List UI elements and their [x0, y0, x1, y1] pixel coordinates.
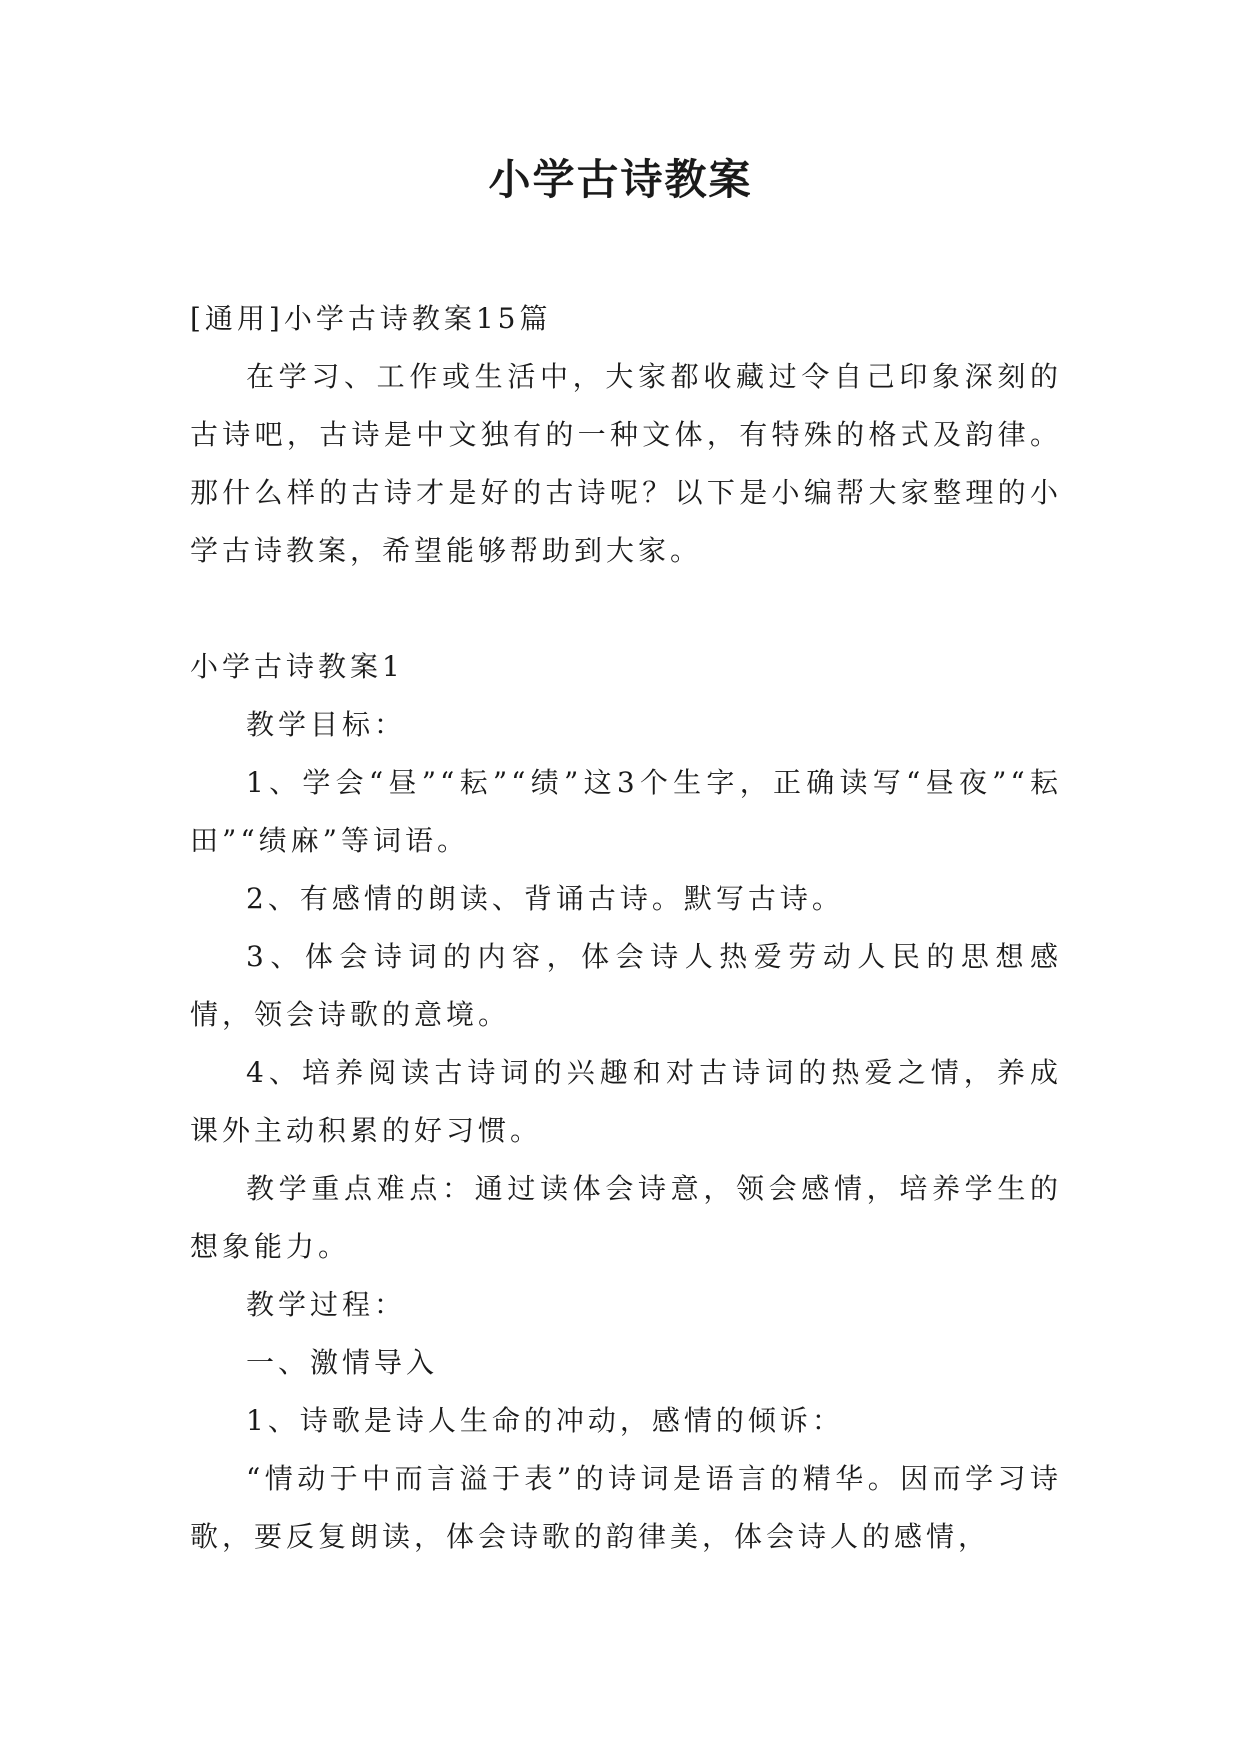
- process-label: 教学过程：: [246, 1288, 407, 1321]
- intro-heading: [通用]小学古诗教案15篇: [190, 302, 552, 335]
- step-1-text: “情动于中而言溢于表”的诗词是语言的精华。因而学习诗歌，要反复朗读，体会诗歌的韵律美，体会诗人的感情，: [190, 1462, 1062, 1553]
- intro-paragraph: 在学习、工作或生活中，大家都收藏过令自己印象深刻的古诗吧，古诗是中文独有的一种文体，有特殊的格式及韵律。那什么样的古诗才是好的古诗呢？以下是小编帮大家整理的小学古诗教案，希望能够帮助到大家。: [190, 360, 1062, 567]
- paragraph-gap: [190, 580, 1062, 638]
- goal-item-3: 3、体会诗词的内容，体会诗人热爱劳动人民的思想感情，领会诗歌的意境。: [190, 940, 1062, 1031]
- document-title: 小学古诗教案: [488, 155, 753, 204]
- step-1-heading: 一、激情导入: [246, 1346, 439, 1379]
- step-1-item-1: 1、诗歌是诗人生命的冲动，感情的倾诉：: [246, 1404, 844, 1437]
- goal-item-1: 1、学会“昼”“耘”“绩”这3个生字，正确读写“昼夜”“耘田”“绩麻”等词语。: [190, 766, 1062, 857]
- document-body: [190, 290, 1062, 1566]
- goal-item-2: 2、有感情的朗读、背诵古诗。默写古诗。: [246, 882, 844, 915]
- key-points-paragraph: 教学重点难点：通过读体会诗意，领会感情，培养学生的想象能力。: [190, 1172, 1062, 1263]
- goal-item-4: 4、培养阅读古诗词的兴趣和对古诗词的热爱之情，养成课外主动积累的好习惯。: [190, 1056, 1062, 1147]
- section-heading: 小学古诗教案1: [190, 650, 404, 683]
- goals-label: 教学目标：: [246, 708, 407, 741]
